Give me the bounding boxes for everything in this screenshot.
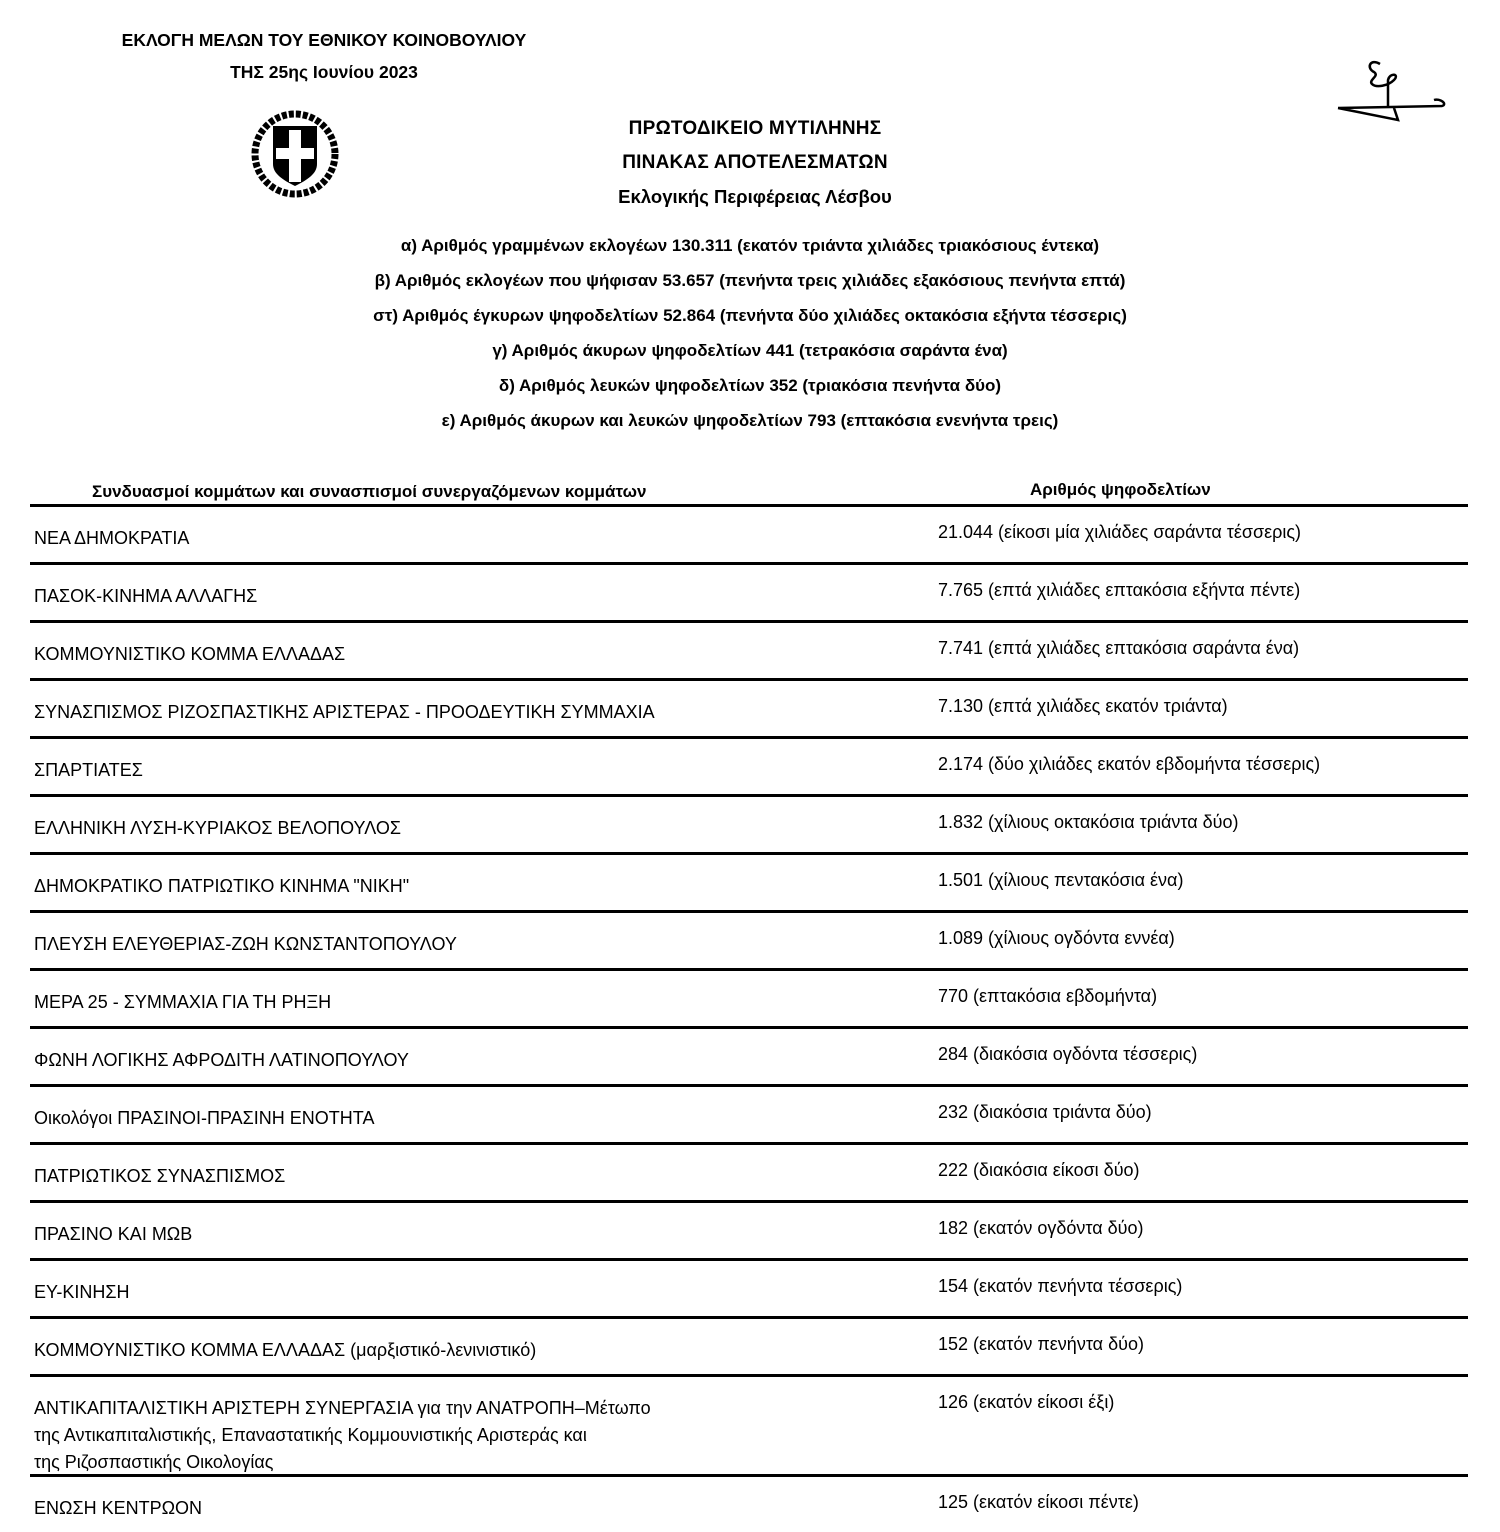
vote-count: 1.501 (χίλιους πεντακόσια ένα) [938, 870, 1184, 890]
table-row [30, 855, 1468, 913]
table-row [30, 681, 1468, 739]
table-row [30, 1261, 1468, 1319]
vote-count: 125 (εκατόν είκοσι πέντε) [938, 1492, 1139, 1512]
signature-icon [1330, 58, 1460, 138]
table-row [30, 565, 1468, 623]
stat-invalid-blank: ε) Αριθμός άκυρων και λευκών ψηφοδελτίων 793 (επτακόσια ενενήντα τρεις) [441, 411, 1059, 430]
election-date: ΤΗΣ 25ης Ιουνίου 2023 [230, 62, 418, 82]
table-row [30, 1029, 1468, 1087]
party-name: ΔΗΜΟΚΡΑΤΙΚΟ ΠΑΤΡΙΩΤΙΚΟ ΚΙΝΗΜΑ "ΝΙΚΗ" [34, 876, 410, 896]
vote-count: 232 (διακόσια τριάντα δύο) [938, 1102, 1152, 1122]
stat-registered: α) Αριθμός γραμμένων εκλογέων 130.311 (εκατόν τριάντα χιλιάδες τριακόσιους έντεκα) [400, 236, 1100, 255]
stat-invalid: γ) Αριθμός άκυρων ψηφοδελτίων 441 (τετρακόσια σαράντα ένα) [492, 341, 1008, 360]
party-name-line: της Αντικαπιταλιστικής, Επαναστατικής Κομμουνιστικής Αριστεράς και [34, 1425, 587, 1445]
party-name: ΠΛΕΥΣΗ ΕΛΕΥΘΕΡΙΑΣ-ΖΩΗ ΚΩΝΣΤΑΝΤΟΠΟΥΛΟΥ [34, 934, 457, 954]
stat-blank: δ) Αριθμός λευκών ψηφοδελτίων 352 (τριακόσια πενήντα δύο) [498, 376, 1002, 395]
party-name: ΜΕΡΑ 25 - ΣΥΜΜΑΧΙΑ ΓΙΑ ΤΗ ΡΗΞΗ [34, 992, 332, 1012]
table-row [30, 1377, 1468, 1477]
party-name: Οικολόγοι ΠΡΑΣΙΝΟΙ-ΠΡΑΣΙΝΗ ΕΝΟΤΗΤΑ [34, 1108, 375, 1128]
vote-count: 7.765 (επτά χιλιάδες επτακόσια εξήντα πέντε) [938, 580, 1301, 600]
district-name: Εκλογικής Περιφέρειας Λέσβου [618, 186, 892, 207]
party-name: ΣΠΑΡΤΙΑΤΕΣ [34, 760, 143, 780]
election-title: ΕΚΛΟΓΗ ΜΕΛΩΝ ΤΟΥ ΕΘΝΙΚΟΥ ΚΟΙΝΟΒΟΥΛΙΟΥ [121, 30, 527, 50]
table-row [30, 971, 1468, 1029]
party-name: ΣΥΝΑΣΠΙΣΜΟΣ ΡΙΖΟΣΠΑΣΤΙΚΗΣ ΑΡΙΣΤΕΡΑΣ - ΠΡΟΟΔΕΥΤΙΚΗ ΣΥΜΜΑΧΙΑ [34, 702, 655, 722]
party-name-line: ΑΝΤΙΚΑΠΙΤΑΛΙΣΤΙΚΗ ΑΡΙΣΤΕΡΗ ΣΥΝΕΡΓΑΣΙΑ για την ΑΝΑΤΡΟΠΗ–Μέτωπο [34, 1398, 651, 1418]
table-row [30, 1319, 1468, 1377]
vote-count: 1.089 (χίλιους ογδόντα εννέα) [938, 928, 1175, 948]
table-row [30, 797, 1468, 855]
results-table [30, 478, 1468, 1532]
column-header-votes: Αριθμός ψηφοδελτίων [1030, 480, 1211, 499]
party-name: ΝΕΑ ΔΗΜΟΚΡΑΤΙΑ [34, 528, 190, 548]
court-header [540, 112, 970, 214]
vote-count: 7.741 (επτά χιλιάδες επτακόσια σαράντα ένα) [938, 638, 1300, 658]
party-name [34, 1395, 794, 1476]
party-name: ΠΡΑΣΙΝΟ ΚΑΙ ΜΩΒ [34, 1224, 193, 1244]
vote-count: 182 (εκατόν ογδόντα δύο) [938, 1218, 1144, 1238]
vote-count: 152 (εκατόν πενήντα δύο) [938, 1334, 1144, 1354]
vote-count: 2.174 (δύο χιλιάδες εκατόν εβδομήντα τέσσερις) [938, 754, 1321, 774]
party-name: ΕΝΩΣΗ ΚΕΝΤΡΩΟΝ [34, 1498, 203, 1518]
table-row [30, 1145, 1468, 1203]
vote-count: 126 (εκατόν είκοσι έξι) [938, 1392, 1115, 1412]
greek-coat-of-arms-icon [249, 108, 341, 200]
table-row [30, 1087, 1468, 1145]
party-name: ΕΥ-ΚΙΝΗΣΗ [34, 1282, 130, 1302]
table-row [30, 507, 1468, 565]
party-name: ΕΛΛΗΝΙΚΗ ΛΥΣΗ-ΚΥΡΙΑΚΟΣ ΒΕΛΟΠΟΥΛΟΣ [34, 818, 402, 838]
column-header-party: Συνδυασμοί κομμάτων και συνασπισμοί συνεργαζόμενων κομμάτων [92, 482, 647, 501]
vote-count: 7.130 (επτά χιλιάδες εκατόν τριάντα) [938, 696, 1228, 716]
table-row [30, 623, 1468, 681]
party-name-line: της Ριζοσπαστικής Οικολογίας [34, 1452, 274, 1472]
party-name: ΚΟΜΜΟΥΝΙΣΤΙΚΟ ΚΟΜΜΑ ΕΛΛΑΔΑΣ [34, 644, 346, 664]
party-name: ΚΟΜΜΟΥΝΙΣΤΙΚΟ ΚΟΜΜΑ ΕΛΛΑΔΑΣ (μαρξιστικό-λενινιστικό) [34, 1340, 537, 1360]
table-row [30, 739, 1468, 797]
table-row [30, 913, 1468, 971]
election-header [93, 24, 555, 88]
table-row [30, 1477, 1468, 1532]
vote-count: 154 (εκατόν πενήντα τέσσερις) [938, 1276, 1183, 1296]
stat-valid: στ) Αριθμός έγκυρων ψηφοδελτίων 52.864 (πενήντα δύο χιλιάδες οκτακόσια εξήντα τέσσερις) [373, 306, 1127, 325]
vote-count: 1.832 (χίλιους οκτακόσια τριάντα δύο) [938, 812, 1239, 832]
party-name: ΠΑΣΟΚ-ΚΙΝΗΜΑ ΑΛΛΑΓΗΣ [34, 586, 258, 606]
summary-stats [250, 228, 1250, 438]
court-name: ΠΡΩΤΟΔΙΚΕΙΟ ΜΥΤΙΛΗΝΗΣ [628, 118, 882, 139]
table-row [30, 1203, 1468, 1261]
vote-count: 284 (διακόσια ογδόντα τέσσερις) [938, 1044, 1198, 1064]
vote-count: 21.044 (είκοσι μία χιλιάδες σαράντα τέσσερις) [938, 522, 1302, 542]
vote-count: 222 (διακόσια είκοσι δύο) [938, 1160, 1140, 1180]
stat-voted: β) Αριθμός εκλογέων που ψήφισαν 53.657 (πενήντα τρεις χιλιάδες εξακόσιους πενήντα επτά) [374, 271, 1126, 290]
results-title: ΠΙΝΑΚΑΣ ΑΠΟΤΕΛΕΣΜΑΤΩΝ [622, 152, 888, 173]
vote-count: 770 (επτακόσια εβδομήντα) [938, 986, 1158, 1006]
party-name: ΦΩΝΗ ΛΟΓΙΚΗΣ ΑΦΡΟΔΙΤΗ ΛΑΤΙΝΟΠΟΥΛΟΥ [34, 1050, 409, 1070]
party-name: ΠΑΤΡΙΩΤΙΚΟΣ ΣΥΝΑΣΠΙΣΜΟΣ [34, 1166, 286, 1186]
table-header [30, 478, 1468, 507]
